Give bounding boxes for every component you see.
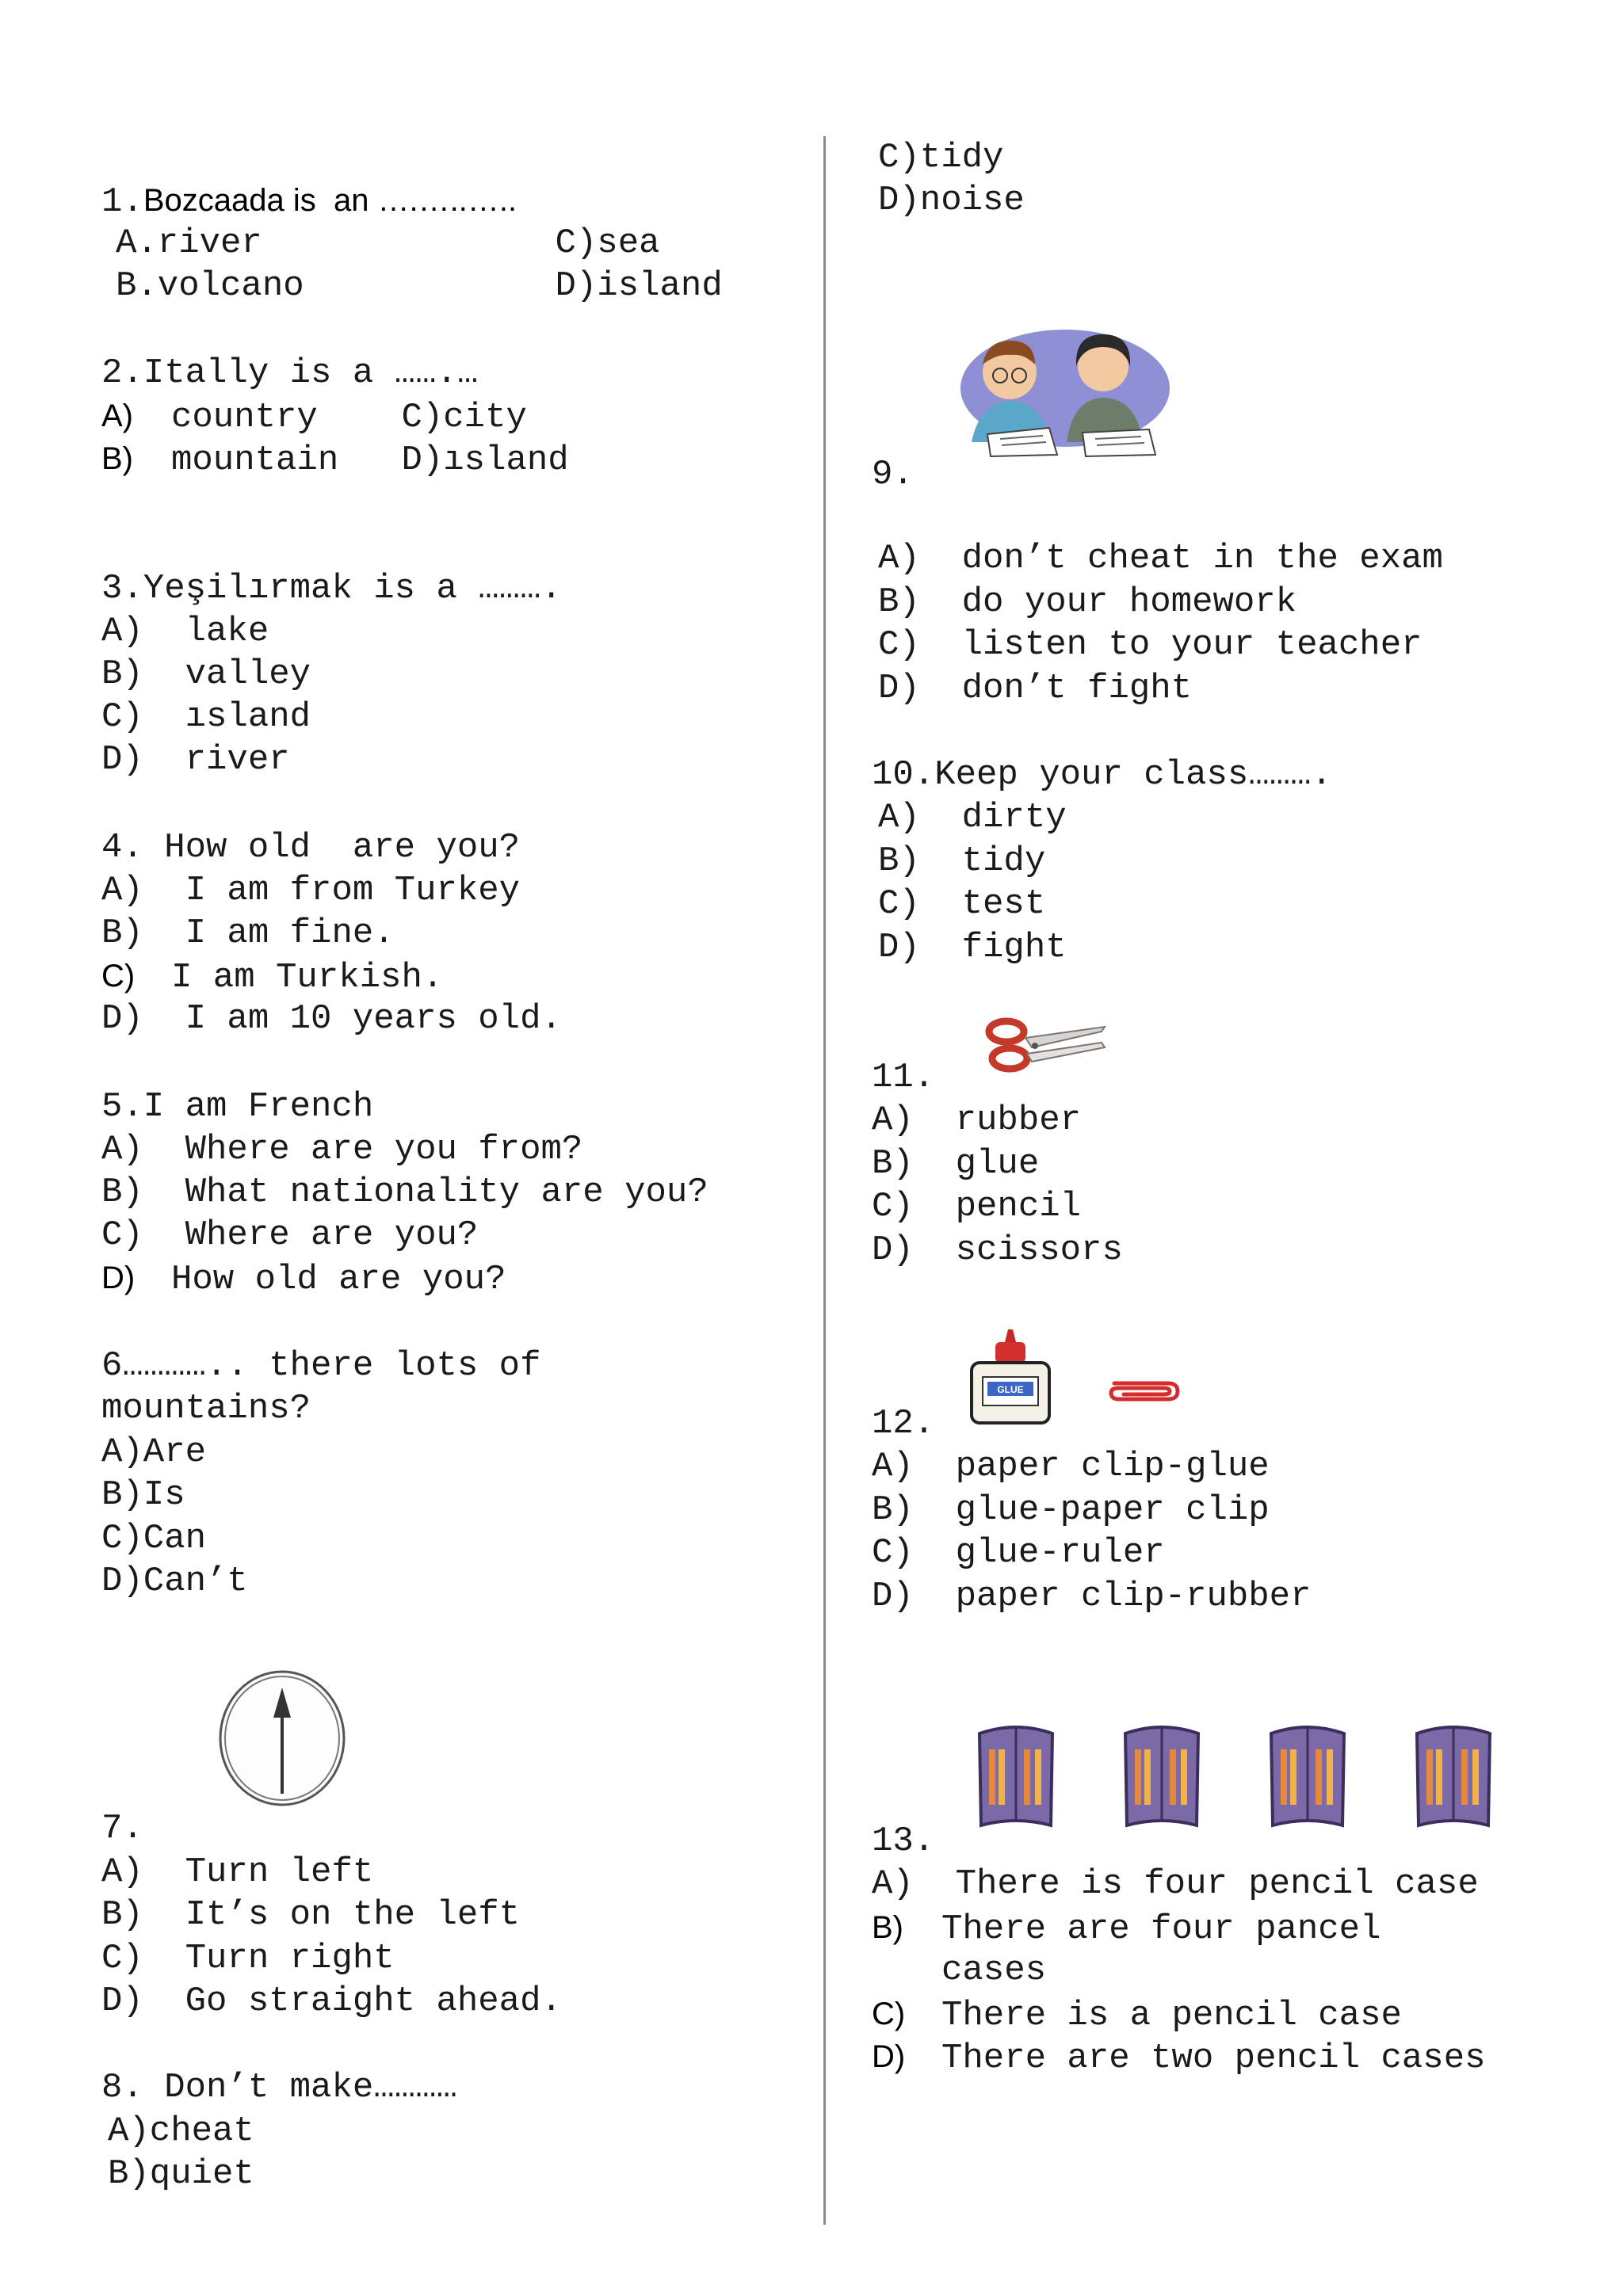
q11-option-c: C) pencil (872, 1187, 1082, 1226)
q11-option-a: A) rubber (872, 1100, 1082, 1140)
q8-option-c: C)tidy (878, 138, 1004, 177)
q7-stem: 7. (101, 1809, 143, 1848)
q5-stem: 5.I am French (101, 1087, 374, 1127)
q2-label-a: A) (101, 399, 133, 433)
q7-option-a: A) Turn left (101, 1852, 374, 1892)
q4-stem: 4. How old are you? (101, 828, 521, 868)
q3-option-b: B) valley (101, 654, 311, 694)
q3-stem: 3.Yeşilırmak is a ………. (101, 569, 562, 608)
q10-option-c: C) test (878, 884, 1046, 924)
q1-stem: Bozcaada is an ….…..….. (143, 183, 517, 218)
q6-option-d: D)Can’t (101, 1562, 248, 1601)
q9-option-d: D) don’t fight (878, 669, 1193, 708)
q11-option-b: B) glue (872, 1144, 1040, 1184)
pencil-case-icon (1409, 1718, 1498, 1832)
q10-option-a: A) dirty (878, 798, 1067, 837)
q9-option-c: C) listen to your teacher (878, 625, 1423, 665)
q13-option-a: A) There is four pencil case (872, 1864, 1479, 1904)
q12-option-d: D) paper clip-rubber (872, 1577, 1312, 1616)
q6-stem-line1: 6………….. there lots of (101, 1346, 541, 1386)
pencil-case-icon (1263, 1718, 1352, 1832)
q13-option-b-line2: cases (941, 1951, 1047, 1990)
q2-stem: 2.Itally is a …….… (101, 353, 479, 393)
q1-number: 1. (101, 182, 143, 222)
q5-option-a: A) Where are you from? (101, 1130, 583, 1169)
q6-option-c: C)Can (101, 1519, 207, 1558)
q10-option-d: D) fight (878, 928, 1067, 967)
q13-label-d: D) (872, 2039, 906, 2074)
pencil-case-icon (1117, 1718, 1206, 1832)
q8-stem: 8. Don’t make………… (101, 2068, 457, 2107)
compass-arrow-icon (216, 1669, 349, 1810)
q12-option-c: C) glue-ruler (872, 1533, 1165, 1573)
q6-option-a: A)Are (101, 1432, 207, 1472)
scissors-icon (983, 1016, 1108, 1074)
q13-label-c: C) (872, 1997, 906, 2031)
q13-option-b-line1: There are four pancel (941, 1909, 1381, 1949)
q1-options-row2: B.volcano D)island (116, 266, 723, 306)
q13-option-c: There is a pencil case (941, 1996, 1402, 2035)
q5-option-c: C) Where are you? (101, 1215, 479, 1255)
q7-option-c: C) Turn right (101, 1939, 395, 1978)
q4-option-c: I am Turkish. (171, 958, 444, 997)
q7-option-b: B) It’s on the left (101, 1895, 521, 1935)
q4-option-d: D) I am 10 years old. (101, 999, 562, 1039)
q12-option-a: A) paper clip-glue (872, 1447, 1270, 1486)
q3-option-c: C) ısland (101, 697, 311, 737)
q13-label-b: B) (872, 1910, 903, 1945)
q8-option-a: A)cheat (108, 2111, 254, 2151)
q12-stem: 12. (872, 1404, 935, 1444)
q6-stem-line2: mountains? (101, 1389, 311, 1428)
students-exam-icon (956, 315, 1174, 458)
paperclip-icon (1103, 1372, 1181, 1409)
q4-label-c: C) (101, 959, 136, 994)
q13-option-d: There are two pencil cases (941, 2039, 1486, 2078)
q9-option-b: B) do your homework (878, 582, 1297, 622)
q4-option-b: B) I am fine. (101, 913, 395, 953)
q5-label-d: D) (101, 1261, 136, 1295)
q10-stem: 10.Keep your class………. (872, 755, 1332, 795)
q2-label-b: B) (101, 441, 133, 476)
q8-option-d: D)noise (878, 181, 1025, 220)
q4-option-a: A) I am from Turkey (101, 871, 521, 910)
q3-option-a: A) lake (101, 612, 269, 651)
q3-option-d: D) river (101, 740, 290, 780)
q9-option-a: A) don’t cheat in the exam (878, 539, 1443, 578)
q5-option-b: B) What nationality are you? (101, 1173, 708, 1212)
q8-option-b: B)quiet (108, 2154, 254, 2194)
q6-option-b: B)Is (101, 1475, 185, 1515)
q9-stem: 9. (872, 455, 914, 494)
pencil-cases-group (972, 1718, 1495, 1835)
q11-option-d: D) scissors (872, 1230, 1123, 1270)
q7-option-d: D) Go straight ahead. (101, 1981, 562, 2021)
q11-stem: 11. (872, 1058, 935, 1097)
glue-bottle-icon (968, 1328, 1052, 1426)
q5-option-d: How old are you? (171, 1260, 506, 1299)
q12-option-b: B) glue-paper clip (872, 1490, 1270, 1530)
q2-options-row2: mountain D)ısland (171, 441, 569, 480)
q13-stem: 13. (872, 1821, 935, 1861)
pencil-case-icon (972, 1718, 1060, 1832)
q1-options-row1: A.river C)sea (116, 223, 660, 263)
glue-label-text: GLUE (997, 1384, 1024, 1395)
column-divider (823, 136, 826, 2225)
q2-options-row1: country C)city (171, 398, 527, 437)
q10-option-b: B) tidy (878, 841, 1046, 881)
